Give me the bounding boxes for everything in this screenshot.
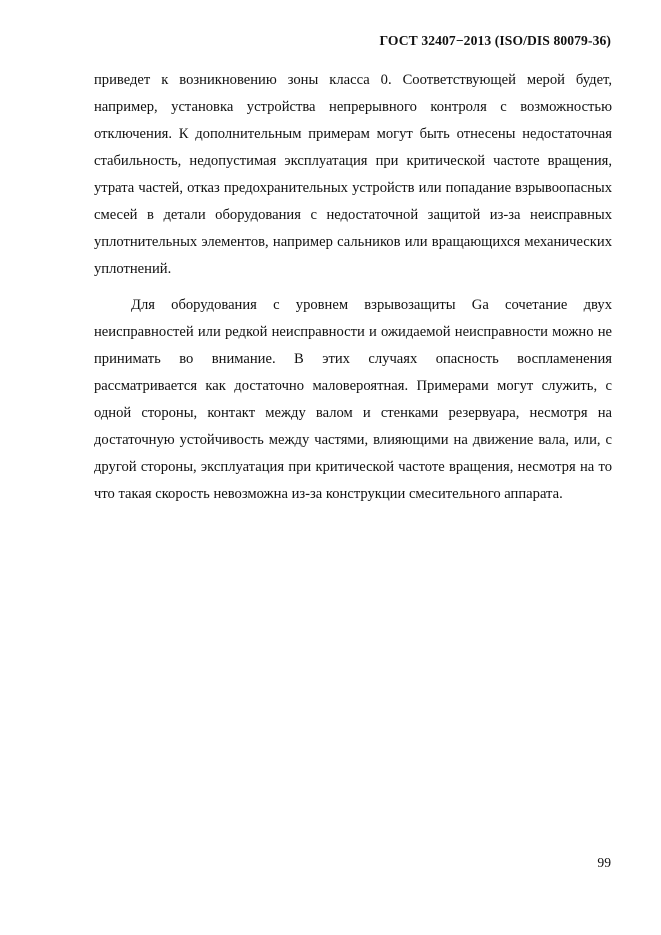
paragraph-continuation: приведет к возникновению зоны класса 0. Соответствующей мерой будет, например, установка устройства непрерывного контроля с возможностью отключения. К дополнительным примерам могут быть отнесены недостаточная стабильность, недопустимая эксплуатация при критической частоте вращения, утрата частей, отказ предохранительных устройств или попадание взрывоопасных смесей в детали оборудования с недостаточной защитой из-за неисправных уплотнительных элементов, например сальников или вращающихся механических уплотнений.	[94, 72, 612, 277]
document-body	[94, 67, 612, 508]
paragraph-ga-equipment: Для оборудования с уровнем взрывозащиты Ga сочетание двух неисправностей или редкой неисправности и ожидаемой неисправности можно не принимать во внимание. В этих случаях опасность воспламенения рассматривается как достаточно маловероятная. Примерами могут служить, с одной стороны, контакт между валом и стенками резервуара, несмотря на достаточную устойчивость между частями, влияющими на движение вала, или, с другой стороны, эксплуатация при критической частоте вращения, несмотря на то что такая скорость невозможна из-за конструкции смесительного аппарата.	[94, 297, 612, 502]
page-number: 99	[597, 855, 611, 870]
standard-code: ГОСТ 32407−2013 (ISO/DIS 80079-36)	[379, 33, 611, 48]
document-header	[380, 33, 611, 49]
